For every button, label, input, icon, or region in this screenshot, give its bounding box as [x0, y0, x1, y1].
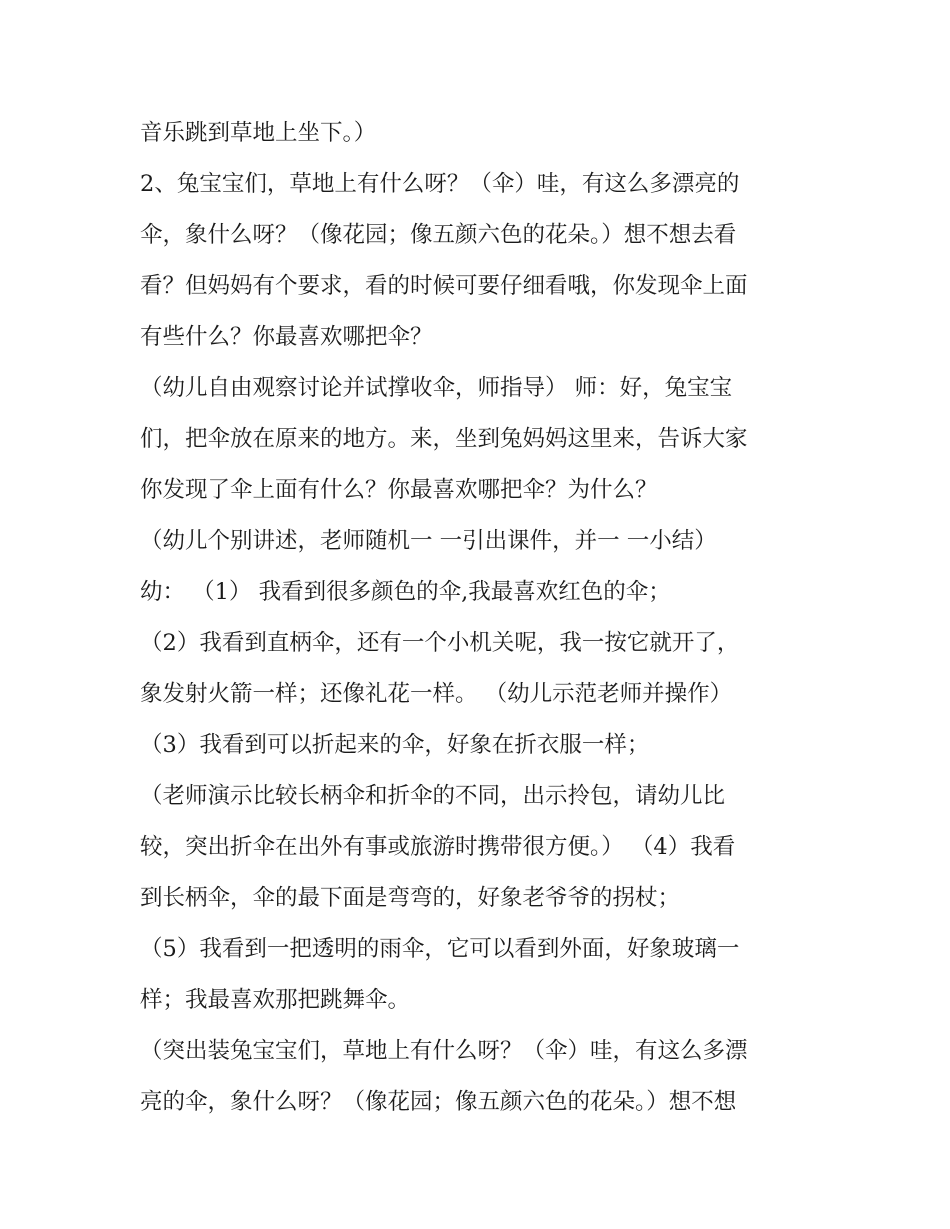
text-line: 伞，象什么呀？（像花园；像五颜六色的花朵。）想不想去看 — [140, 222, 737, 248]
text-line: （5）我看到一把透明的雨伞，它可以看到外面，好象玻璃一 — [140, 936, 740, 962]
text-line: 们，把伞放在原来的地方。来，坐到兔妈妈这里来，告诉大家 — [140, 426, 748, 452]
body-text — [140, 108, 820, 1128]
text-line: （老师演示比较长柄伞和折伞的不同，出示拎包，请幼儿比 — [140, 783, 726, 809]
text-line: 音乐跳到草地上坐下。） — [140, 120, 377, 146]
text-line: 到长柄伞，伞的最下面是弯弯的，好象老爷爷的拐杖； — [140, 885, 681, 911]
text-line: （突出装兔宝宝们，草地上有什么呀？（伞）哇，有这么多漂 — [140, 1038, 748, 1064]
text-line: （幼儿自由观察讨论并试撑收伞，师指导） 师：好，兔宝宝 — [140, 375, 733, 401]
text-line: 你发现了伞上面有什么？你最喜欢哪把伞？为什么？ — [140, 477, 658, 503]
text-line: （2）我看到直柄伞，还有一个小机关呢，我一按它就开了， — [140, 630, 740, 656]
text-line: 有些什么？你最喜欢哪把伞？ — [140, 324, 433, 350]
text-line: 亮的伞，象什么呀？（像花园；像五颜六色的花朵。）想不想 — [140, 1089, 737, 1115]
text-line: 2、兔宝宝们，草地上有什么呀？（伞）哇，有这么多漂亮的 — [140, 171, 740, 197]
text-line: 较，突出折伞在出外有事或旅游时携带很方便。） （4）我看 — [140, 834, 736, 860]
text-line: （3）我看到可以折起来的伞，好象在折衣服一样； — [140, 732, 650, 758]
text-line: 样；我最喜欢那把跳舞伞。 — [140, 987, 411, 1013]
text-line: 幼： （1） 我看到很多颜色的伞,我最喜欢红色的伞； — [140, 579, 671, 605]
text-line: 看？但妈妈有个要求，看的时候可要仔细看哦，你发现伞上面 — [140, 273, 748, 299]
text-line: （幼儿个别讲述，老师随机一 一引出课件，并一 一小结） — [140, 528, 717, 554]
text-line: 象发射火箭一样；还像礼花一样。 （幼儿示范老师并操作） — [140, 681, 733, 707]
